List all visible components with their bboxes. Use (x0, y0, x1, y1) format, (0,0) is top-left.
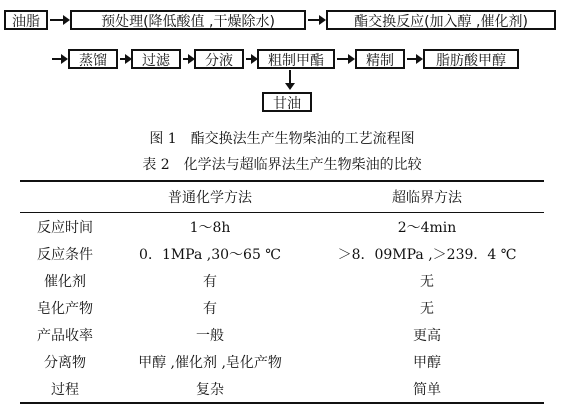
table-cell: 一般 (196, 327, 224, 344)
row-label: 反应时间 (37, 219, 93, 236)
flow-step-separation: 分液 (194, 49, 244, 69)
table-cell: 无 (420, 273, 434, 290)
flow-step-oil: 油脂 (4, 10, 48, 30)
flow-step-filtration: 过滤 (131, 49, 181, 69)
table-header-cell (20, 181, 110, 213)
table-cell: 1～8h (189, 219, 231, 236)
flow-step-crude-ester: 粗制甲酯 (257, 49, 335, 69)
row-label: 分离物 (44, 354, 86, 371)
table-row (20, 267, 544, 294)
flow-arrow-down (289, 70, 291, 84)
comparison-table (20, 180, 544, 404)
table-cell: 0．1MPa ,30～65 ℃ (139, 246, 281, 263)
table-cell: 有 (203, 273, 217, 290)
flow-arrow (308, 19, 320, 21)
table-cell: ＞8．09MPa ,＞239．4 ℃ (337, 246, 517, 263)
table-cell: 甲醇 ,催化剂 ,皂化产物 (138, 354, 282, 371)
process-flowchart (0, 0, 564, 120)
flow-arrow (407, 58, 417, 60)
table-cell: 2～4min (397, 219, 457, 236)
row-label: 催化剂 (44, 273, 86, 290)
flow-step-distillation: 蒸馏 (68, 49, 118, 69)
table-header-cell: 超临界方法 (310, 181, 544, 213)
table-cell: 简单 (310, 375, 544, 403)
table-row (20, 294, 544, 321)
figure-caption: 图 1 酯交换法生产生物柴油的工艺流程图 (149, 131, 415, 147)
table-row (20, 321, 544, 348)
table-row (20, 375, 544, 403)
table-caption: 表 2 化学法与超临界法生产生物柴油的比较 (142, 157, 422, 173)
table-cell: 有 (203, 300, 217, 317)
table-header-cell: 普通化学方法 (110, 181, 310, 213)
flow-arrow (337, 58, 349, 60)
table-cell: 甲醇 (413, 354, 441, 371)
flow-step-transesterification: 酯交换反应(加入醇 ,催化剂) (326, 10, 556, 30)
flow-step-glycerol: 甘油 (262, 92, 312, 112)
table-cell: 更高 (413, 327, 441, 344)
row-label: 过程 (20, 375, 110, 403)
flow-step-pretreatment: 预处理(降低酸值 ,干燥除水) (70, 10, 306, 30)
flow-arrow (50, 19, 64, 21)
row-label: 反应条件 (37, 246, 93, 263)
flow-arrow (246, 58, 252, 60)
table-row (20, 348, 544, 375)
flow-step-refining: 精制 (355, 49, 405, 69)
row-label: 皂化产物 (37, 300, 93, 317)
table-cell: 复杂 (110, 375, 310, 403)
table-row (20, 240, 544, 267)
table-cell: 无 (420, 300, 434, 317)
row-label: 产品收率 (37, 327, 93, 344)
flow-step-fatty-acid-methanol: 脂肪酸甲醇 (423, 49, 519, 69)
flow-arrow (183, 58, 189, 60)
flow-arrow (52, 58, 62, 60)
table-row (20, 213, 544, 241)
table-header-row (20, 181, 544, 213)
flow-arrow (120, 58, 126, 60)
